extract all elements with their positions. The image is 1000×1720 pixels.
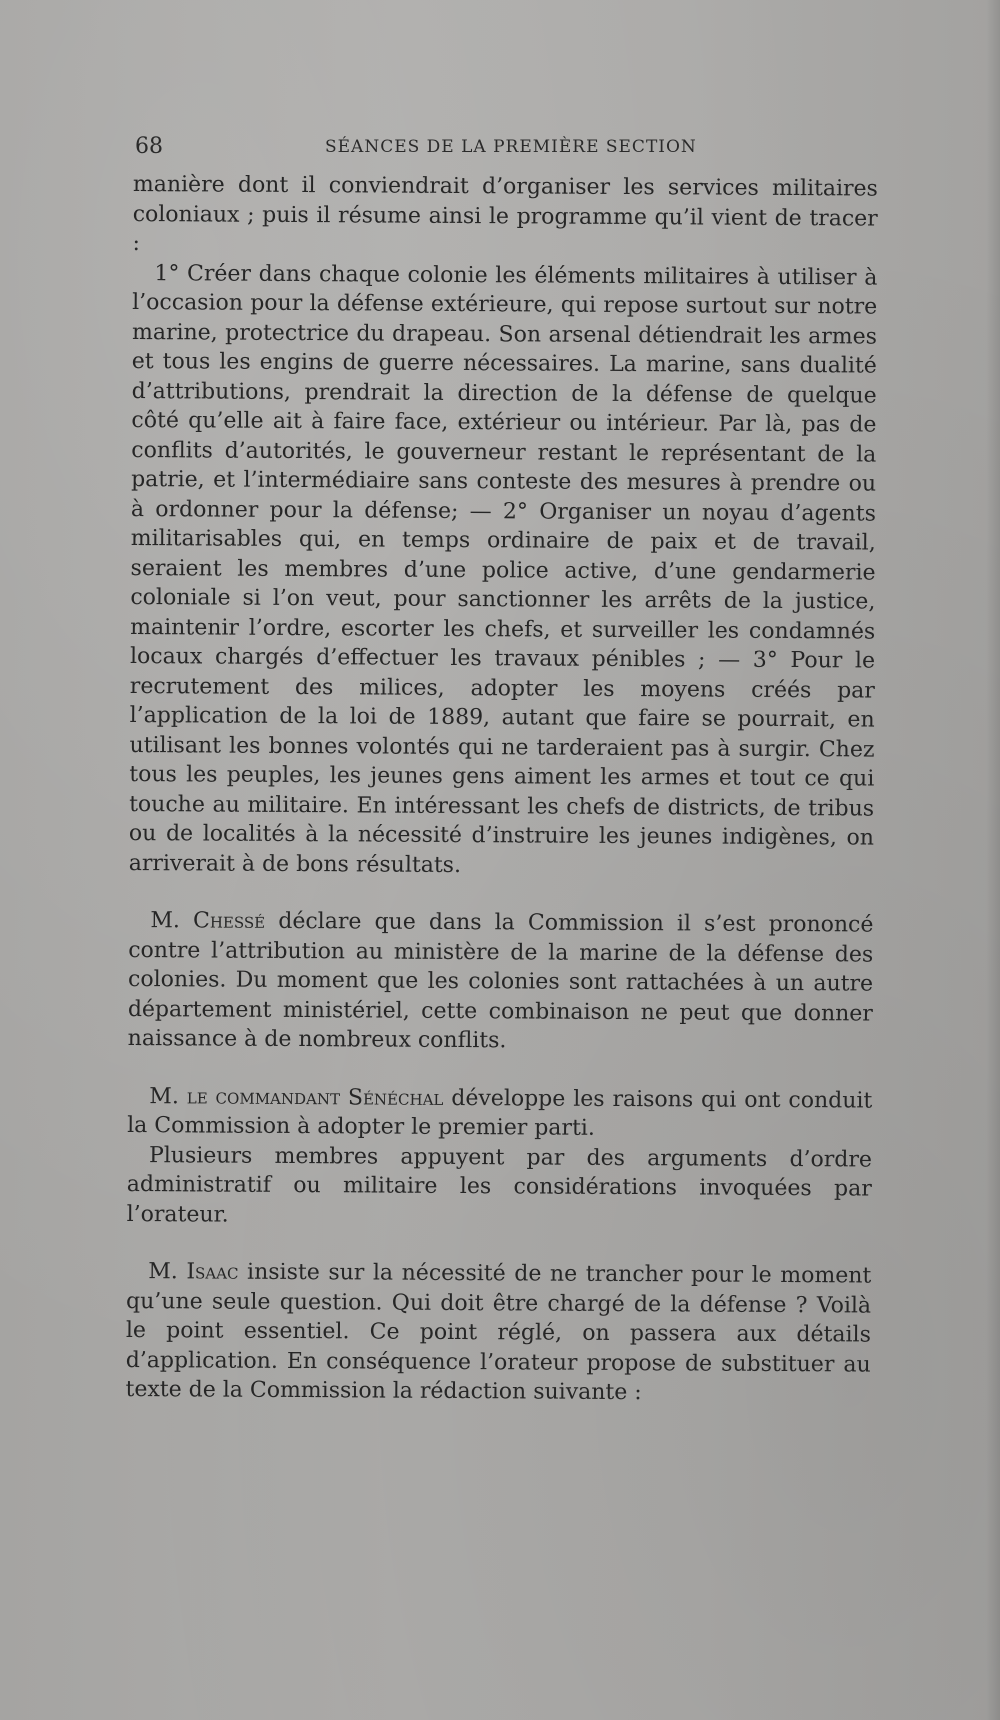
speaker-name: M. Chessé <box>150 908 266 934</box>
section-title: SÉANCES DE LA PREMIÈRE SECTION <box>325 137 697 157</box>
paragraph-text: développe les raisons qui ont conduit la Commission à adopter le premier parti. <box>127 1085 873 1141</box>
speaker-name: M. le commandant Sénéchal <box>149 1083 444 1111</box>
body-text <box>125 170 878 1409</box>
paragraph-program: 1° Créer dans chaque colonie les éléments militaires à utiliser à l’occasion pour la défense extérieure, qui repose surtout sur notre marine, protectrice du drapeau. Son arsenal détiendrait les armes et tous les engins de guerre nécessaires. La marine, sans dualité d’attributions, prendrait la direction de la défense de quelque côté qu’elle ait à faire face, extérieur ou intérieur. Par là, pas de conflits d’autorités, le gouverneur restant le représentant de la patrie, et l’intermédiaire sans conteste des mesures à prendre ou à ordonner pour la défense; — 2° Organiser un noyau d’agents militarisables qui, en temps ordinaire de paix et de travail, seraient les membres d’une police active, d’une gendarmerie coloniale si l’on veut, pour sanctionner les arrêts de la justice, maintenir l’ordre, escorter les chefs, et surveiller les condamnés locaux chargés d’effectuer les travaux pénibles ; — 3° Pour le recrutement des milices, adopter les moyens créés par l’application de la loi de 1889, autant que faire se pourrait, en utilisant les bonnes volontés qui ne tarderaient pas à surgir. Chez tous les peuples, les jeunes gens aiment les armes et tout ce qui touche au militaire. En intéressant les chefs de districts, de tribus ou de localités à la nécessité d’instruire les jeunes indigènes, on arriverait à de bons résultats. <box>128 260 878 878</box>
page-number: 68 <box>135 134 163 159</box>
paragraph-continuation: manière dont il conviendrait d’organiser les services militaires coloniaux ; puis il résume ainsi le programme qu’il vient de tracer : <box>132 171 878 257</box>
paragraph-chesse <box>128 906 874 1058</box>
paragraph-senechal <box>127 1081 872 1145</box>
paragraph-isaac <box>125 1257 871 1409</box>
speaker-name: M. Isaac <box>148 1259 239 1285</box>
paragraph-text: insiste sur la nécessité de ne trancher pour le moment qu’une seule question. Qui doit être chargé de la défense ? Voilà le point essentiel. Ce point réglé, on passera aux détails d’application. En conséquence l’orateur propose de substituer au texte de la Commission la rédaction suivante : <box>125 1259 872 1406</box>
paragraph-members: Plusieurs membres appuyent par des arguments d’ordre administratif ou militaire les considérations invoquées par l’orateur. <box>126 1142 873 1228</box>
paragraph-text: déclare que dans la Commission il s’est prononcé contre l’attribution au ministère de la marine de la défense des colonies. Du moment que les colonies sont rattachées à un autre département ministériel, cette combinaison ne peut que donner naissance à de nombreux conflits. <box>127 908 874 1054</box>
running-header <box>135 134 880 164</box>
